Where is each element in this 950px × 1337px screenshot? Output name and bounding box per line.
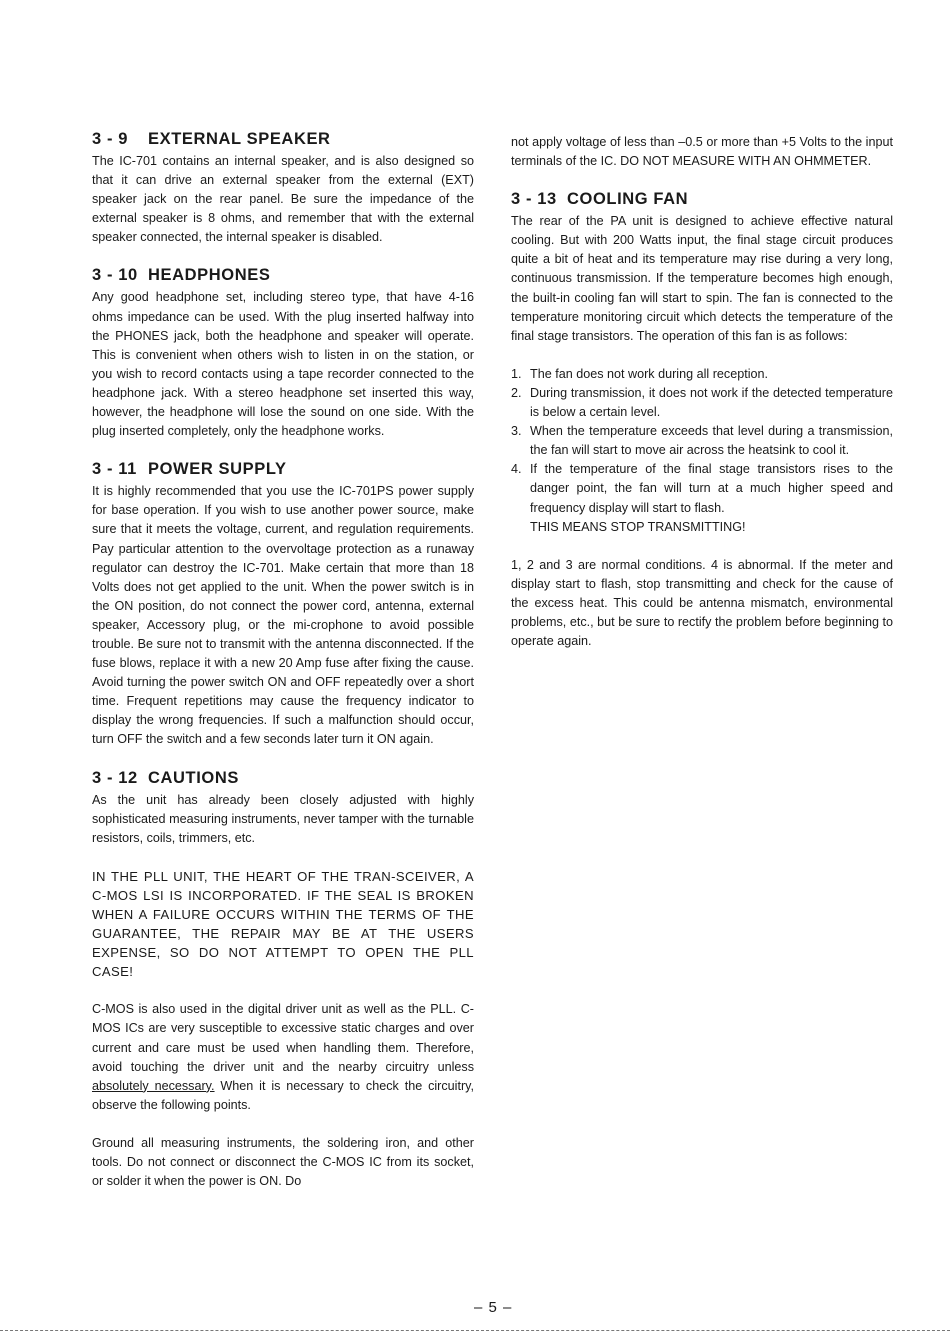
list-item: 2. During transmission, it does not work if the detected temperature is below a certain level. xyxy=(511,385,893,420)
section-heading-3-10: 3 - 10 HEADPHONES xyxy=(92,266,271,285)
cautions-continued-text: not apply voltage of less than –0.5 or more than +5 Volts to the input terminals of the IC. DO NOT MEASURE WITH AN OHMMETER. xyxy=(511,135,893,169)
left-column xyxy=(92,128,474,1191)
list-item: 4. If the temperature of the final stage transistors rises to the danger point, the fan will turn at a much higher speed and frequency display will start to flash. THIS MEANS STOP TRANSMITTING! xyxy=(511,460,893,536)
cooling-fan-text: The rear of the PA unit is designed to achieve effective natural cooling. But with 200 Watts input, the final stage circuit produces quite a bit of heat and its temperature may rise during a very long, continuous transmission. If the temperature becomes high enough, the built-in cooling fan will start to spin. The fan is connected to the temperature monitoring circuit which detects the temperature of the final stage transistors. The operation of this fan is as follows: xyxy=(511,214,893,343)
cooling-fan-closing-text: 1, 2 and 3 are normal conditions. 4 is abnormal. If the meter and display start to flash, stop transmitting and check for the cause of the excess heat. This could be antenna mismatch, environmental problems, etc., but be sure to rectify the problem before beginning to operate again. xyxy=(511,557,893,649)
section-heading-3-13: 3 - 13 COOLING FAN xyxy=(511,190,689,209)
section-heading-3-12: 3 - 12 CAUTIONS xyxy=(92,768,239,787)
right-column xyxy=(511,133,893,651)
headphones-text: Any good headphone set, including stereo type, that have 4-16 ohms impedance can be used. With the plug inserted halfway into the PHONES jack, both the headphone and speaker will operate. This is convenient when others wish to listen in on the station, or you wish to record contacts using a tape recorder connected to the headphone jack. With a stereo headphone set inserted this way, however, the headphone will lose the sound on one side. With the plug inserted completely, only the headphone works. xyxy=(92,290,474,439)
bottom-rule xyxy=(0,1330,950,1332)
section-heading-3-9: 3 - 9 EXTERNAL SPEAKER xyxy=(92,130,331,148)
external-speaker-text: The IC-701 contains an internal speaker, and is also designed so that it can drive an external speaker from the external (EXT) speaker jack on the rear panel. Be sure the impedance of the external speaker is 8 ohms, and remember that with the external speaker connected, the internal speaker is disabled. xyxy=(92,154,474,245)
cautions-text-1: As the unit has already been closely adjusted with highly sophisticated measuring instruments, never tamper with the turnable resistors, coils, trimmers, etc. xyxy=(92,792,474,845)
stop-transmitting-warning: THIS MEANS STOP TRANSMITTING! xyxy=(530,519,746,534)
section-heading-3-11: 3 - 11 POWER SUPPLY xyxy=(92,460,287,479)
list-item: 3. When the temperature exceeds that level during a transmission, the fan will start to move air across the heatsink to cool it. xyxy=(511,424,893,458)
page-number: – 5 – xyxy=(474,1299,513,1316)
list-item: 1. The fan does not work during all reception. xyxy=(511,366,769,381)
cautions-text-4: Ground all measuring instruments, the soldering iron, and other tools. Do not connect or disconnect the C-MOS IC from its socket, or solder it when the power is ON. Do xyxy=(92,1135,474,1189)
fan-operation-list xyxy=(511,365,893,537)
power-supply-text: It is highly recommended that you use the IC-701PS power supply for base operation. If you wish to use another power source, make sure that it meets the voltage, current, and regulation requirements. Pay particular attention to the overvoltage protection as a runaway regulator can destroy the IC-701. Make certain that more than 18 Volts does not get applied to the unit. When the power switch is in the ON position, do not connect the power cord, antenna, external speaker, Accessory plug, or the mi-crophone to avoid possible trouble. Be sure not to transmit with the antenna disconnected. If the fuse blows, replace it with a new 20 Amp fuse after fixing the cause. Avoid turning the power switch ON and OFF repeatedly over a short time. Frequent repetitions may cause the frequency indicator to display the wrong frequencies. If such a malfunction should occur, turn OFF the switch and a few seconds later turn it ON again. xyxy=(92,484,474,747)
cautions-text-3: C-MOS is also used in the digital driver unit as well as the PLL. C-MOS ICs are very susceptible to excessive static charges and over current and care must be used when handling them. Therefore, avoid touching the driver unit and the nearby circuitry unless absolutely necessary. When it is necessary to check the circuitry, observe the following points. xyxy=(92,1002,475,1112)
cautions-warning-text: IN THE PLL UNIT, THE HEART OF THE TRAN-SCEIVER, A C-MOS LSI IS INCORPORATED. IF THE SEAL IS BROKEN WHEN A FAILURE OCCURS WITHIN THE TERMS OF THE GUARANTEE, THE REPAIR MAY BE AT THE USERS EXPENSE, SO DO NOT ATTEMPT TO OPEN THE PLL CASE! xyxy=(92,868,474,980)
